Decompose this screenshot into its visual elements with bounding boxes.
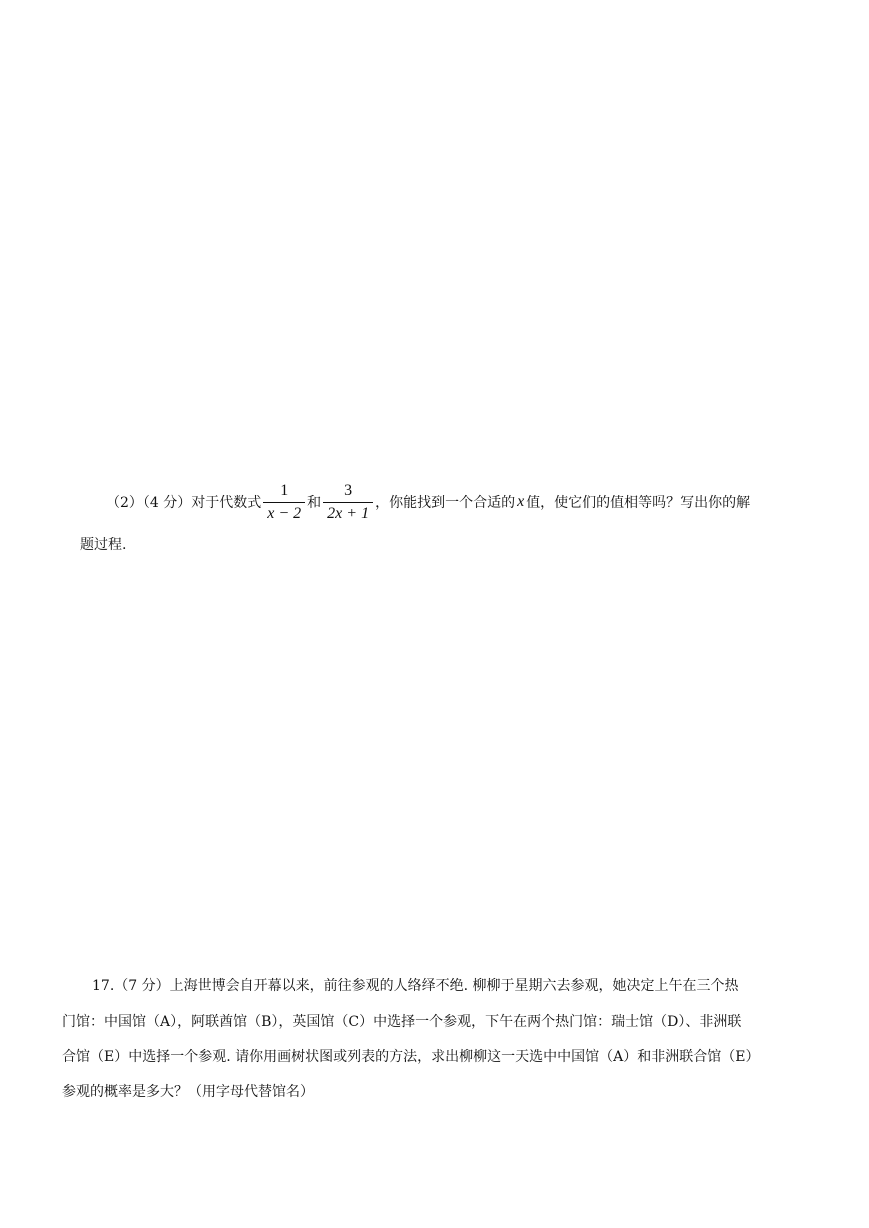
question-17-line-3: 合馆（E）中选择一个参观. 请你用画树状图或列表的方法，求出柳柳这一天选中中国馆（A）和非洲联合馆（E） xyxy=(62,1049,760,1065)
question-2-prefix: （2）（4 分）对于代数式 xyxy=(106,495,262,511)
question-2-connector: 和 xyxy=(307,495,322,511)
fraction-2-numerator: 3 xyxy=(344,481,353,499)
fraction-2-denominator: 2x + 1 xyxy=(327,504,370,522)
question-2-mid-text: ，你能找到一个合适的 xyxy=(375,495,516,511)
fraction-3-over-2x-plus-1 xyxy=(323,481,373,524)
question-2-line-2: 题过程. xyxy=(80,537,127,553)
variable-x: x xyxy=(517,493,525,510)
question-2-suffix: 值，使它们的值相等吗？写出你的解 xyxy=(526,495,751,511)
question-17-line-1: 17.（7 分）上海世博会自开幕以来，前往参观的人络绎不绝. 柳柳于星期六去参观，她决定上午在三个热 xyxy=(92,978,739,994)
question-17-line-2: 门馆：中国馆（A），阿联酋馆（B），英国馆（C）中选择一个参观，下午在两个热门馆：瑞士馆（D）、非洲联 xyxy=(62,1014,742,1030)
question-2-line-1 xyxy=(106,478,750,526)
fraction-1-over-x-minus-2 xyxy=(263,481,305,524)
fraction-1-denominator: x − 2 xyxy=(267,504,302,522)
fraction-1-numerator: 1 xyxy=(280,481,289,499)
question-17-line-4: 参观的概率是多大？（用字母代替馆名） xyxy=(62,1084,314,1100)
